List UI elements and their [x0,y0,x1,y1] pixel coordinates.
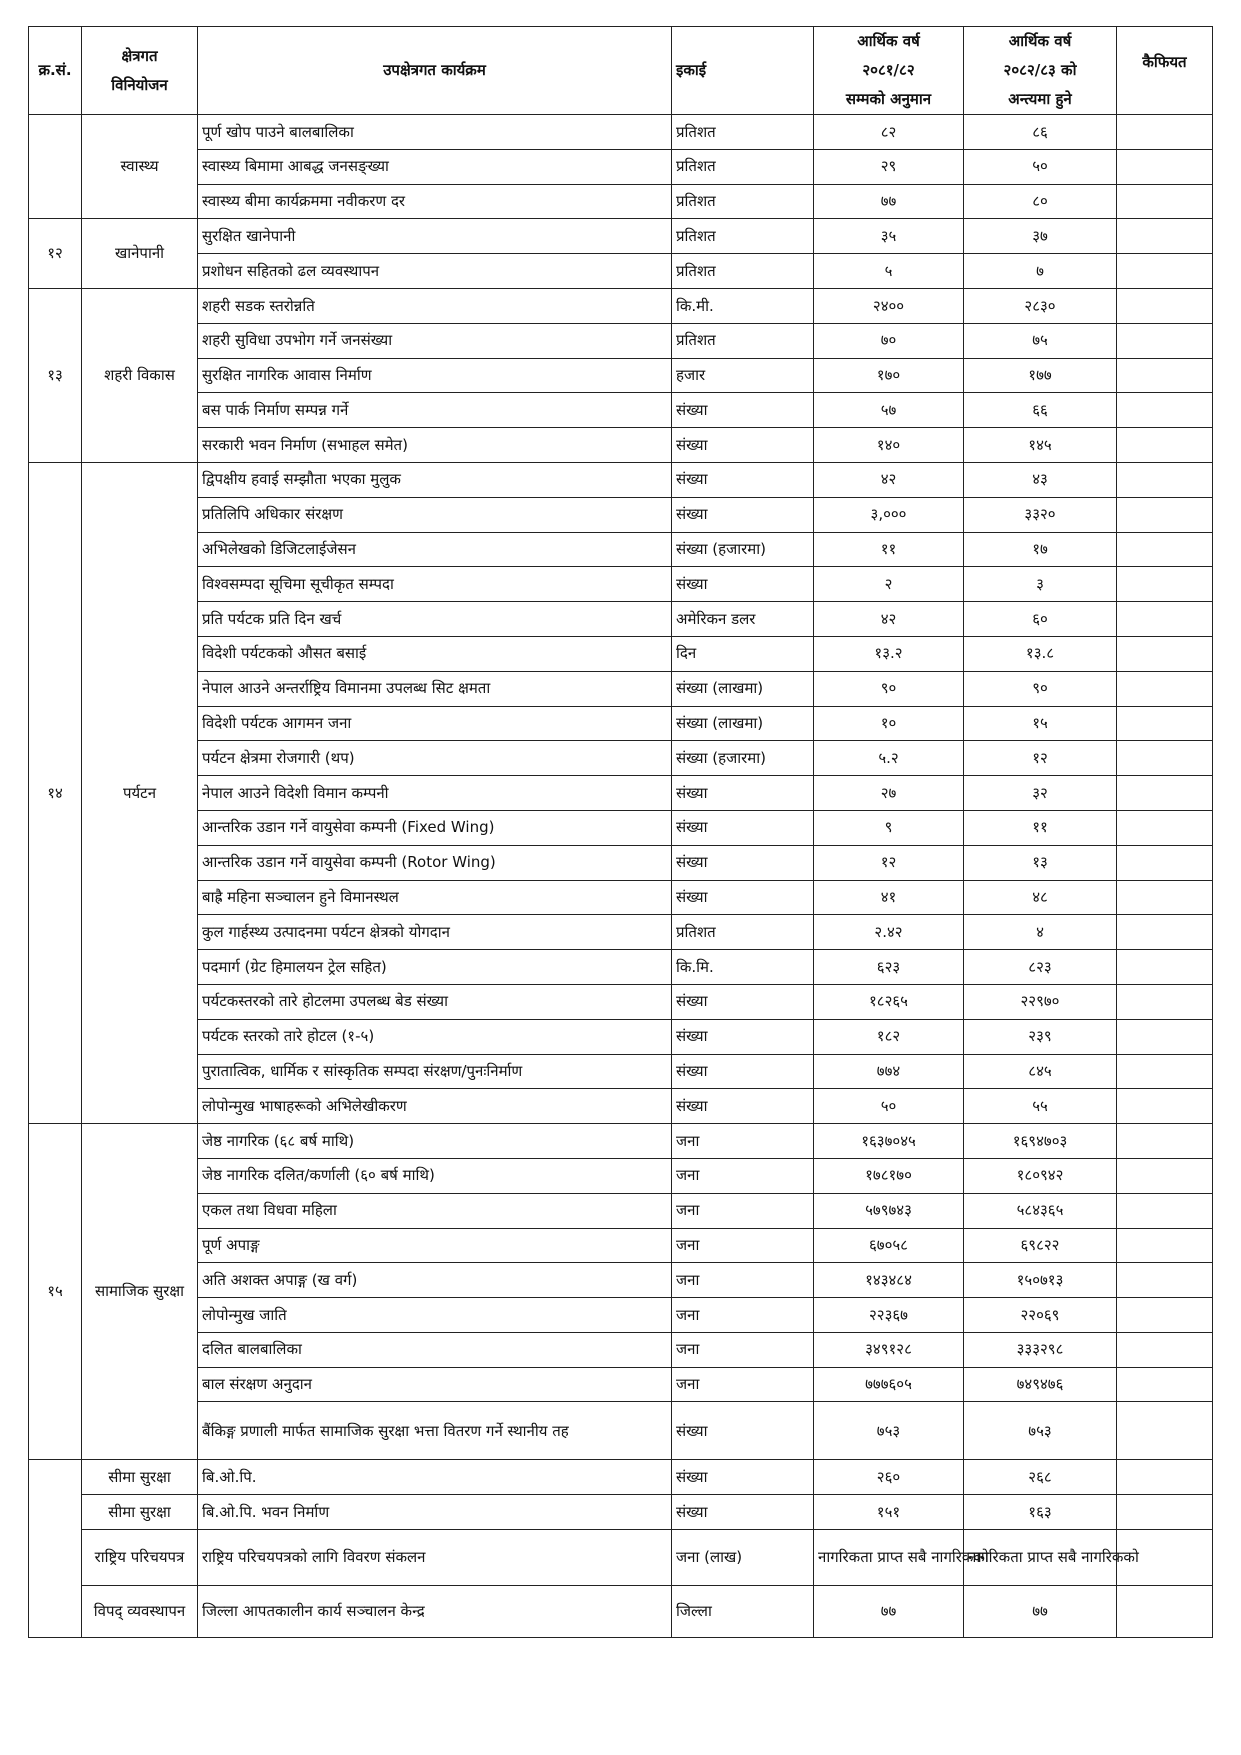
target-value-cell: ४८ [964,880,1117,915]
unit-cell: प्रतिशत [672,219,814,254]
table-row [29,845,1213,880]
estimate-value-cell: २२३६७ [814,1298,964,1333]
table-row [29,1089,1213,1124]
table-row [29,288,1213,323]
serial-number-cell: १३ [29,288,82,462]
remarks-cell [1117,288,1213,323]
unit-cell: संख्या [672,1019,814,1054]
table-row [29,428,1213,463]
header-program-label: उपक्षेत्रगत कार्यक्रम [383,61,486,80]
program-cell: स्वास्थ्य बीमा कार्यक्रममा नवीकरण दर [198,184,672,219]
program-cell: विश्वसम्पदा सूचिमा सूचीकृत सम्पदा [198,567,672,602]
estimate-value-cell: ५० [814,1089,964,1124]
header-sn-label: क्र.सं. [38,61,72,80]
unit-cell: जना [672,1367,814,1402]
table-row [29,984,1213,1019]
estimate-value-cell: २६० [814,1460,964,1495]
unit-cell: जना [672,1228,814,1263]
table-row [29,1054,1213,1089]
table-row [29,1460,1213,1495]
unit-cell: कि.मि. [672,950,814,985]
table-row [29,636,1213,671]
header-row [29,27,1213,115]
table-row [29,741,1213,776]
program-cell: बि.ओ.पि. [198,1460,672,1495]
unit-cell: संख्या [672,1495,814,1530]
remarks-cell [1117,358,1213,393]
remarks-cell [1117,115,1213,150]
program-target-table [28,26,1213,1638]
table-row [29,671,1213,706]
target-value-cell: २६८ [964,1460,1117,1495]
unit-cell: संख्या (हजारमा) [672,532,814,567]
remarks-cell [1117,1367,1213,1402]
remarks-cell [1117,706,1213,741]
remarks-cell [1117,1193,1213,1228]
table-row [29,1367,1213,1402]
program-cell: प्रति पर्यटक प्रति दिन खर्च [198,602,672,637]
remarks-cell [1117,845,1213,880]
program-cell: बस पार्क निर्माण सम्पन्न गर्ने [198,393,672,428]
header-unit [672,27,814,115]
program-cell: विदेशी पर्यटकको औसत बसाई [198,636,672,671]
target-value-cell: ८२३ [964,950,1117,985]
table-row [29,1402,1213,1460]
header-sector-line2: विनियोजन [111,75,168,94]
target-value-cell: ७४९४७६ [964,1367,1117,1402]
target-value-cell: ७७ [964,1586,1117,1638]
estimate-value-cell: १८२ [814,1019,964,1054]
header-estimate-line1: आर्थिक वर्ष [857,32,920,50]
serial-number-cell [29,115,82,219]
unit-cell: संख्या [672,567,814,602]
target-value-cell: २२०६९ [964,1298,1117,1333]
target-value-cell: ३७ [964,219,1117,254]
serial-number-cell: १४ [29,462,82,1123]
remarks-cell [1117,184,1213,219]
program-cell: एकल तथा विधवा महिला [198,1193,672,1228]
target-value-cell: ८६ [964,115,1117,150]
target-value-cell: ३ [964,567,1117,602]
remarks-cell [1117,1298,1213,1333]
table-row [29,358,1213,393]
unit-cell: प्रतिशत [672,184,814,219]
estimate-value-cell: ९ [814,810,964,845]
estimate-value-cell: १५१ [814,1495,964,1530]
target-value-cell: १२ [964,741,1117,776]
remarks-cell [1117,567,1213,602]
table-row [29,1530,1213,1586]
program-cell: नेपाल आउने विदेशी विमान कम्पनी [198,776,672,811]
header-estimate-line3: सम्मको अनुमान [845,90,932,108]
estimate-value-cell: १७८१७० [814,1158,964,1193]
unit-cell: संख्या [672,776,814,811]
target-value-cell: ४३ [964,462,1117,497]
table-row [29,149,1213,184]
remarks-cell [1117,915,1213,950]
remarks-cell [1117,776,1213,811]
estimate-value-cell: ११ [814,532,964,567]
estimate-value-cell: ३५ [814,219,964,254]
unit-cell: संख्या (हजारमा) [672,741,814,776]
unit-cell: संख्या [672,393,814,428]
estimate-value-cell: १३.२ [814,636,964,671]
table-body [29,115,1213,1638]
estimate-value-cell: १२ [814,845,964,880]
target-value-cell: ५० [964,149,1117,184]
target-value-cell: ६६ [964,393,1117,428]
remarks-cell [1117,1495,1213,1530]
table-row [29,1193,1213,1228]
remarks-cell [1117,1054,1213,1089]
estimate-value-cell: ५ [814,254,964,289]
estimate-value-cell: २७ [814,776,964,811]
program-cell: प्रतिलिपि अधिकार संरक्षण [198,497,672,532]
program-cell: शहरी सडक स्तरोन्नति [198,288,672,323]
sector-cell: सीमा सुरक्षा [82,1495,198,1530]
sector-cell: सीमा सुरक्षा [82,1460,198,1495]
table-row [29,1298,1213,1333]
remarks-cell [1117,1089,1213,1124]
unit-cell: जना [672,1298,814,1333]
program-cell: बैंकिङ्ग प्रणाली मार्फत सामाजिक सुरक्षा भत्ता वितरण गर्ने स्थानीय तह [198,1402,672,1460]
table-row [29,1158,1213,1193]
target-value-cell: ५८४३६५ [964,1193,1117,1228]
remarks-cell [1117,393,1213,428]
remarks-cell [1117,984,1213,1019]
target-value-cell: ४ [964,915,1117,950]
program-cell: पूर्ण अपाङ्ग [198,1228,672,1263]
remarks-cell [1117,532,1213,567]
unit-cell: जना [672,1332,814,1367]
estimate-value-cell: ७७ [814,1586,964,1638]
header-program [198,27,672,115]
sector-cell: शहरी विकास [82,288,198,462]
unit-cell: संख्या (लाखमा) [672,671,814,706]
target-value-cell: २८३० [964,288,1117,323]
estimate-value-cell: ७५३ [814,1402,964,1460]
remarks-cell [1117,1586,1213,1638]
table-row [29,1124,1213,1159]
estimate-value-cell: १८२६५ [814,984,964,1019]
target-value-cell: ११ [964,810,1117,845]
target-value-cell: ९० [964,671,1117,706]
target-value-cell: १७७ [964,358,1117,393]
program-cell: स्वास्थ्य बिमामा आबद्ध जनसङ्ख्या [198,149,672,184]
program-cell: पदमार्ग (ग्रेट हिमालयन ट्रेल सहित) [198,950,672,985]
estimate-value-cell: २ [814,567,964,602]
remarks-cell [1117,428,1213,463]
target-value-cell: ३३३२९८ [964,1332,1117,1367]
target-value-cell: ३३२० [964,497,1117,532]
serial-number-cell: १२ [29,219,82,289]
program-cell: राष्ट्रिय परिचयपत्रको लागि विवरण संकलन [198,1530,672,1586]
estimate-value-cell: ३,००० [814,497,964,532]
table-row [29,776,1213,811]
remarks-cell [1117,810,1213,845]
program-cell: पर्यटकस्तरको तारे होटलमा उपलब्ध बेड संख्या [198,984,672,1019]
target-value-cell: २३९ [964,1019,1117,1054]
unit-cell: प्रतिशत [672,915,814,950]
estimate-value-cell: ८२ [814,115,964,150]
program-cell: पूर्ण खोप पाउने बालबालिका [198,115,672,150]
remarks-cell [1117,1460,1213,1495]
program-cell: पर्यटक स्तरको तारे होटल (१-५) [198,1019,672,1054]
table-row [29,393,1213,428]
target-value-cell: ५५ [964,1089,1117,1124]
unit-cell: संख्या [672,1402,814,1460]
table-row [29,602,1213,637]
program-cell: जेष्ठ नागरिक दलित/कर्णाली (६० बर्ष माथि) [198,1158,672,1193]
target-value-cell: ६० [964,602,1117,637]
unit-cell: संख्या [672,984,814,1019]
estimate-value-cell: ४१ [814,880,964,915]
header-sector-line1: क्षेत्रगत [121,46,158,65]
table-row [29,706,1213,741]
program-cell: लोपोन्मुख भाषाहरूको अभिलेखीकरण [198,1089,672,1124]
program-cell: आन्तरिक उडान गर्ने वायुसेवा कम्पनी (Fixed Wing) [198,810,672,845]
unit-cell: अमेरिकन डलर [672,602,814,637]
estimate-value-cell: ७७ [814,184,964,219]
estimate-value-cell: ७० [814,323,964,358]
remarks-cell [1117,671,1213,706]
estimate-value-cell: ५७९७४३ [814,1193,964,1228]
target-value-cell: १६३ [964,1495,1117,1530]
program-cell: बि.ओ.पि. भवन निर्माण [198,1495,672,1530]
estimate-value-cell: ५७ [814,393,964,428]
table-row [29,115,1213,150]
unit-cell: संख्या [672,497,814,532]
unit-cell: जना [672,1158,814,1193]
target-value-cell: ७५ [964,323,1117,358]
estimate-value-cell: ३४९१२८ [814,1332,964,1367]
target-value-cell: १६९४७०३ [964,1124,1117,1159]
unit-cell: जना [672,1263,814,1298]
remarks-cell [1117,1158,1213,1193]
target-value-cell: ७ [964,254,1117,289]
remarks-cell [1117,254,1213,289]
program-cell: बाल संरक्षण अनुदान [198,1367,672,1402]
estimate-value-cell: ९० [814,671,964,706]
estimate-value-cell: २९ [814,149,964,184]
estimate-value-cell: १७० [814,358,964,393]
table-row [29,567,1213,602]
sector-cell: विपद् व्यवस्थापन [82,1586,198,1638]
remarks-cell [1117,636,1213,671]
unit-cell: हजार [672,358,814,393]
remarks-cell [1117,1019,1213,1054]
header-target-line2: २०८२/८३ को [1003,61,1077,79]
table-row [29,1495,1213,1530]
header-remarks-label: कैफियत [1142,53,1187,71]
header-target-line1: आर्थिक वर्ष [1008,32,1072,50]
estimate-value-cell: १४० [814,428,964,463]
sector-cell: पर्यटन [82,462,198,1123]
table-row [29,184,1213,219]
table-row [29,497,1213,532]
estimate-value-cell: २४०० [814,288,964,323]
header-target-line3: अन्त्यमा हुने [1008,90,1072,108]
unit-cell: संख्या [672,810,814,845]
sector-cell: राष्ट्रिय परिचयपत्र [82,1530,198,1586]
remarks-cell [1117,497,1213,532]
remarks-cell [1117,880,1213,915]
program-cell: जेष्ठ नागरिक (६८ बर्ष माथि) [198,1124,672,1159]
program-cell: कुल गार्हस्थ्य उत्पादनमा पर्यटन क्षेत्रको योगदान [198,915,672,950]
program-cell: पर्यटन क्षेत्रमा रोजगारी (थप) [198,741,672,776]
estimate-value-cell: ४२ [814,462,964,497]
target-value-cell: १५ [964,706,1117,741]
table-row [29,532,1213,567]
estimate-value-cell: नागरिकता प्राप्त सबै नागरिकको [814,1530,964,1586]
program-cell: नेपाल आउने अन्तर्राष्ट्रिय विमानमा उपलब्ध सिट क्षमता [198,671,672,706]
estimate-value-cell: ६७०५८ [814,1228,964,1263]
table-row [29,1019,1213,1054]
remarks-cell [1117,462,1213,497]
header-target [964,27,1117,115]
target-value-cell: १७ [964,532,1117,567]
unit-cell: संख्या (लाखमा) [672,706,814,741]
header-estimate-line2: २०८१/८२ [862,61,915,79]
program-cell: लोपोन्मुख जाति [198,1298,672,1333]
target-value-cell: ८४५ [964,1054,1117,1089]
unit-cell: कि.मी. [672,288,814,323]
estimate-value-cell: ४२ [814,602,964,637]
unit-cell: संख्या [672,462,814,497]
program-cell: प्रशोधन सहितको ढल व्यवस्थापन [198,254,672,289]
header-sn [29,27,82,115]
table-row [29,950,1213,985]
program-cell: अभिलेखको डिजिटलाईजेसन [198,532,672,567]
target-value-cell: १३.८ [964,636,1117,671]
program-cell: शहरी सुविधा उपभोग गर्ने जनसंख्या [198,323,672,358]
unit-cell: संख्या [672,1089,814,1124]
estimate-value-cell: १४३४८४ [814,1263,964,1298]
estimate-value-cell: ५.२ [814,741,964,776]
table-row [29,254,1213,289]
target-value-cell: १८०९४२ [964,1158,1117,1193]
target-value-cell: नागरिकता प्राप्त सबै नागरिकको [964,1530,1117,1586]
remarks-cell [1117,149,1213,184]
serial-number-cell: १५ [29,1124,82,1460]
estimate-value-cell: ७७४ [814,1054,964,1089]
sector-cell: स्वास्थ्य [82,115,198,219]
remarks-cell [1117,1124,1213,1159]
program-cell: बाह्रै महिना सञ्चालन हुने विमानस्थल [198,880,672,915]
table-row [29,1586,1213,1638]
table-row [29,915,1213,950]
target-value-cell: ८० [964,184,1117,219]
estimate-value-cell: २.४२ [814,915,964,950]
target-value-cell: १३ [964,845,1117,880]
program-cell: द्विपक्षीय हवाई सम्झौता भएका मुलुक [198,462,672,497]
header-estimate [814,27,964,115]
unit-cell: संख्या [672,1054,814,1089]
program-cell: आन्तरिक उडान गर्ने वायुसेवा कम्पनी (Rotor Wing) [198,845,672,880]
estimate-value-cell: १० [814,706,964,741]
unit-cell: संख्या [672,428,814,463]
remarks-cell [1117,219,1213,254]
table-row [29,1332,1213,1367]
table-row [29,1263,1213,1298]
header-remarks [1117,27,1213,115]
remarks-cell [1117,1228,1213,1263]
table-row [29,810,1213,845]
program-cell: दलित बालबालिका [198,1332,672,1367]
program-cell: जिल्ला आपतकालीन कार्य सञ्चालन केन्द्र [198,1586,672,1638]
target-value-cell: ७५३ [964,1402,1117,1460]
unit-cell: जना [672,1193,814,1228]
unit-cell: प्रतिशत [672,323,814,358]
unit-cell: प्रतिशत [672,149,814,184]
program-cell: सुरक्षित खानेपानी [198,219,672,254]
remarks-cell [1117,741,1213,776]
unit-cell: दिन [672,636,814,671]
program-cell: पुरातात्विक, धार्मिक र सांस्कृतिक सम्पदा संरक्षण/पुनःनिर्माण [198,1054,672,1089]
program-cell: सरकारी भवन निर्माण (सभाहल समेत) [198,428,672,463]
unit-cell: संख्या [672,880,814,915]
table-row [29,880,1213,915]
unit-cell: जिल्ला [672,1586,814,1638]
table-row [29,1228,1213,1263]
table-row [29,323,1213,358]
estimate-value-cell: ७७७६०५ [814,1367,964,1402]
remarks-cell [1117,1263,1213,1298]
target-value-cell: १४५ [964,428,1117,463]
table-row [29,219,1213,254]
target-value-cell: २२९७० [964,984,1117,1019]
estimate-value-cell: १६३७०४५ [814,1124,964,1159]
target-value-cell: ६९८२२ [964,1228,1117,1263]
program-cell: सुरक्षित नागरिक आवास निर्माण [198,358,672,393]
remarks-cell [1117,323,1213,358]
target-value-cell: ३२ [964,776,1117,811]
table-row [29,462,1213,497]
unit-cell: जना [672,1124,814,1159]
unit-cell: संख्या [672,845,814,880]
sector-cell: सामाजिक सुरक्षा [82,1124,198,1460]
unit-cell: प्रतिशत [672,254,814,289]
remarks-cell [1117,602,1213,637]
remarks-cell [1117,950,1213,985]
unit-cell: प्रतिशत [672,115,814,150]
table-header [29,27,1213,115]
remarks-cell [1117,1332,1213,1367]
estimate-value-cell: ६२३ [814,950,964,985]
unit-cell: संख्या [672,1460,814,1495]
target-value-cell: १५०७१३ [964,1263,1117,1298]
sector-cell: खानेपानी [82,219,198,289]
unit-cell: जना (लाख) [672,1530,814,1586]
program-cell: विदेशी पर्यटक आगमन जना [198,706,672,741]
program-cell: अति अशक्त अपाङ्ग (ख वर्ग) [198,1263,672,1298]
remarks-cell [1117,1402,1213,1460]
header-sector [82,27,198,115]
header-unit-label: इकाई [676,61,707,80]
serial-number-cell [29,1460,82,1638]
